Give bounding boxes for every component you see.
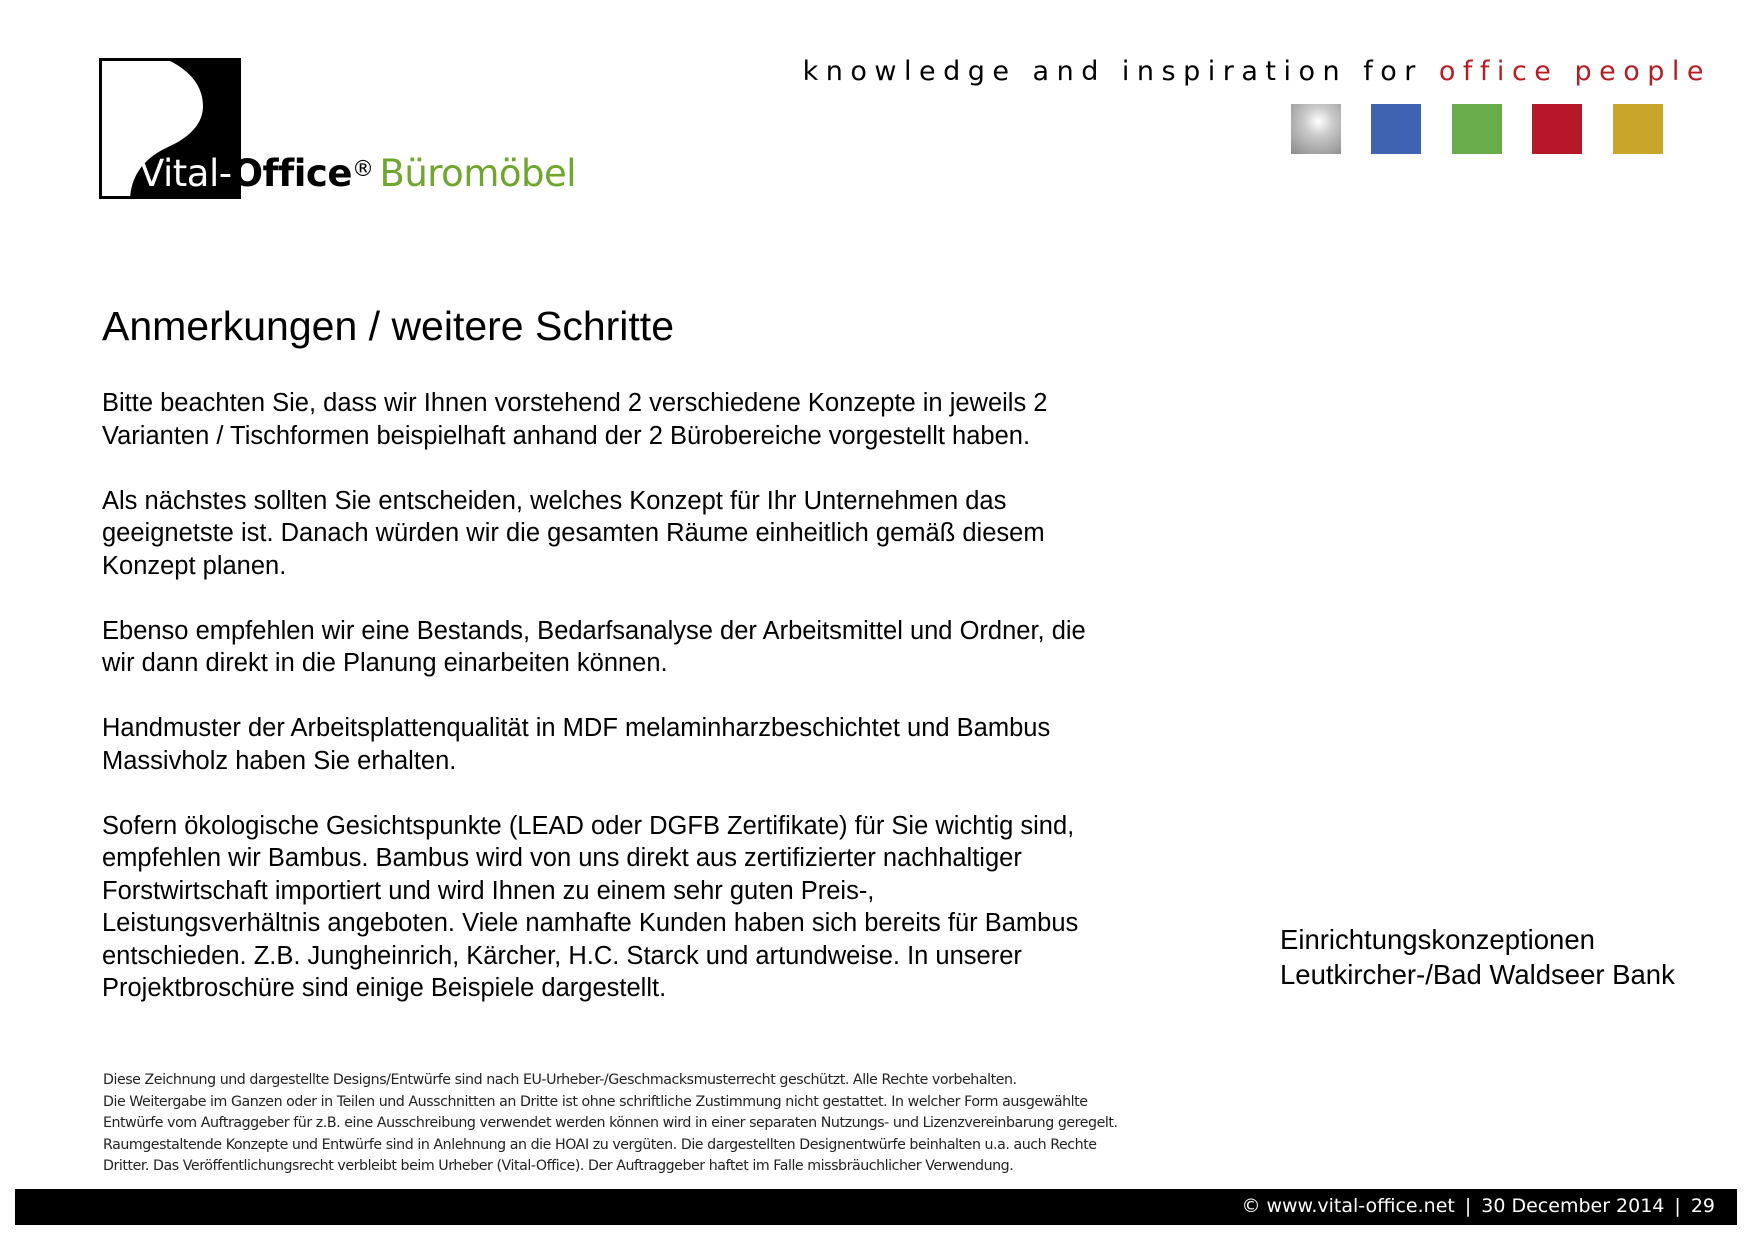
- paragraph-next-steps: [102, 485, 1182, 583]
- tagline-accent: office people: [1438, 56, 1711, 87]
- paragraph-concepts: [102, 387, 1182, 452]
- project-label-line: Einrichtungskonzeptionen: [1280, 924, 1595, 955]
- page-title: Anmerkungen / weitere Schritte: [102, 303, 674, 349]
- project-label-line: Leutkircher-/Bad Waldseer Bank: [1280, 959, 1675, 990]
- disclaimer-line: Diese Zeichnung und dargestellte Designs/Entwürfe sind nach EU-Urheber-/Geschmacksmusterrecht geschützt. Alle Rechte vorbehalten.: [103, 1072, 1017, 1088]
- text-line: Varianten / Tischformen beispielhaft anhand der 2 Bürobereiche vorgestellt haben.: [102, 421, 1031, 450]
- text-line: empfehlen wir Bambus. Bambus wird von uns direkt aus zertifizierter nachhaltiger: [102, 844, 1022, 872]
- logo-text-office: Office: [231, 152, 352, 195]
- logo-wordmark: [139, 152, 576, 196]
- logo-text-brand: Büromöbel: [379, 152, 577, 195]
- text-line: Als nächstes sollten Sie entscheiden, welches Konzept für Ihr Unternehmen das: [102, 486, 1007, 515]
- footer-bar: [15, 1189, 1737, 1225]
- tagline-prefix: knowledge and inspiration for: [802, 56, 1439, 87]
- text-line: entschieden. Z.B. Jungheinrich, Kärcher, H.C. Starck und artundweise. In unserer: [102, 941, 1022, 970]
- copyright-disclaimer: [103, 1070, 1118, 1178]
- registered-mark: ®: [351, 157, 374, 182]
- tagline: [803, 56, 1711, 87]
- text-line: wir dann direkt in die Planung einarbeiten können.: [102, 649, 668, 677]
- text-line: Leistungsverhältnis angeboten. Viele namhafte Kunden haben sich bereits für Bambus: [102, 909, 1079, 937]
- swatch-silver: [1291, 104, 1341, 154]
- text-line: Konzept planen.: [102, 551, 287, 580]
- footer-separator: |: [1464, 1195, 1472, 1217]
- footer-separator: |: [1674, 1195, 1681, 1217]
- text-line: Massivholz haben Sie erhalten.: [102, 746, 457, 775]
- page-number: 29: [1690, 1195, 1715, 1217]
- footer-website: © www.vital-office.net: [1241, 1195, 1455, 1217]
- disclaimer-line: Dritter. Das Veröffentlichungsrecht verbleibt beim Urheber (Vital-Office). Der Auftraggeber haftet im Falle missbräuchlicher Verwendung.: [103, 1158, 1014, 1174]
- text-line: Bitte beachten Sie, dass wir Ihnen vorstehend 2 verschiedene Konzepte in jeweils 2: [102, 389, 1048, 417]
- swatch-gold: [1613, 104, 1663, 154]
- disclaimer-line: Entwürfe vom Auftraggeber für z.B. eine Ausschreibung verwendet werden können wird in einer separaten Nutzungs- und Lizenzvereinbarung geregelt.: [103, 1115, 1118, 1131]
- text-line: Sofern ökologische Gesichtspunkte (LEAD oder DGFB Zertifikate) für Sie wichtig sind,: [102, 811, 1075, 840]
- project-label: [1280, 922, 1675, 992]
- text-line: Projektbroschüre sind einige Beispiele dargestellt.: [102, 974, 667, 1002]
- disclaimer-line: Die Weitergabe im Ganzen oder in Teilen und Ausschnitten an Dritte ist ohne schriftliche Zustimmung nicht gestattet. In welcher Form ausgewählte: [103, 1093, 1088, 1110]
- body-text: [102, 387, 1182, 1037]
- text-line: geeignetste ist. Danach würden wir die gesamten Räume einheitlich gemäß diesem: [102, 519, 1045, 547]
- paragraph-bamboo: [102, 810, 1182, 1005]
- text-line: Ebenso empfehlen wir eine Bestands, Bedarfsanalyse der Arbeitsmittel und Ordner, die: [102, 616, 1086, 645]
- swatch-red: [1532, 104, 1582, 154]
- footer-content: [1241, 1195, 1715, 1217]
- swatch-green: [1452, 104, 1502, 154]
- disclaimer-line: Raumgestaltende Konzepte und Entwürfe sind in Anlehnung an die HOAI zu vergüten. Die dargestellten Designentwürfe beinhalten u.a. auch Rechte: [103, 1136, 1097, 1153]
- logo-text-vital: Vital-: [139, 152, 232, 195]
- swatch-blue: [1371, 104, 1421, 154]
- text-line: Handmuster der Arbeitsplattenqualität in MDF melaminharzbeschichtet und Bambus: [102, 714, 1051, 742]
- footer-date: 30 December 2014: [1481, 1195, 1665, 1217]
- paragraph-analysis: [102, 615, 1182, 680]
- color-swatches: [1291, 104, 1664, 154]
- text-line: Forstwirtschaft importiert und wird Ihnen zu einem sehr guten Preis-,: [102, 876, 875, 905]
- paragraph-samples: [102, 712, 1182, 777]
